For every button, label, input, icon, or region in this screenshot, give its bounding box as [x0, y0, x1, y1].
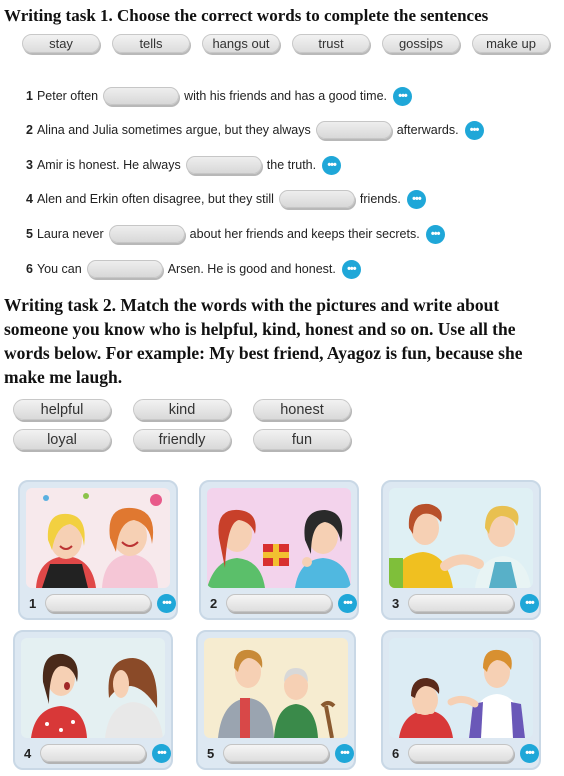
sentence-4: [26, 188, 426, 210]
more-dots-icon[interactable]: •••: [393, 87, 412, 106]
boys-handshake-illustration: [389, 488, 533, 588]
word-fun[interactable]: fun: [253, 429, 351, 450]
answer-blank[interactable]: [316, 121, 392, 139]
two-girls-laughing-illustration: [26, 488, 170, 588]
picture-number: 6: [392, 745, 400, 761]
more-dots-icon[interactable]: •••: [152, 744, 171, 763]
word-loyal[interactable]: loyal: [13, 429, 111, 450]
more-dots-icon[interactable]: •••: [322, 156, 341, 175]
answer-blank[interactable]: [186, 156, 262, 174]
girl-and-woman-talking-illustration: [21, 638, 165, 738]
sentence-2: [26, 119, 484, 141]
sentence-text-after: Arsen. He is good and honest.: [167, 262, 336, 276]
picture-number: 5: [207, 745, 215, 761]
sentence-1: [26, 85, 412, 107]
more-dots-icon[interactable]: •••: [335, 744, 354, 763]
word-kind[interactable]: kind: [133, 399, 231, 420]
task1-heading: Writing task 1. Choose the correct words to complete the sentences: [4, 6, 489, 25]
girl-giving-gift-illustration: [207, 488, 351, 588]
picture-card-3: [381, 480, 541, 620]
picture-answer-blank[interactable]: [408, 744, 514, 762]
picture-card-1: [18, 480, 178, 620]
more-dots-icon[interactable]: •••: [426, 225, 445, 244]
picture-answer-blank[interactable]: [226, 594, 332, 612]
answer-blank[interactable]: [87, 260, 163, 278]
sentence-number: 6: [26, 262, 33, 276]
sentence-text-before: Alina and Julia sometimes argue, but they always: [36, 123, 311, 137]
sentence-text-after: the truth.: [266, 158, 317, 172]
sentence-text-after: about her friends and keeps their secrets.: [189, 227, 420, 241]
picture-number: 2: [210, 595, 218, 611]
picture-number: 3: [392, 595, 400, 611]
more-dots-icon[interactable]: •••: [520, 594, 539, 613]
sentence-text-after: with his friends and has a good time.: [184, 89, 388, 103]
sentence-text-before: You can: [36, 262, 82, 276]
answer-blank[interactable]: [279, 190, 355, 208]
sentence-text-before: Alen and Erkin often disagree, but they still: [36, 192, 274, 206]
picture-number: 1: [29, 595, 37, 611]
word-bank-item-gossips[interactable]: gossips: [382, 34, 460, 53]
sentence-text-before: Laura never: [36, 227, 104, 241]
more-dots-icon[interactable]: •••: [338, 594, 357, 613]
word-bank-item-stay[interactable]: stay: [22, 34, 100, 53]
sentence-6: [26, 258, 361, 280]
picture-card-5: [196, 630, 356, 770]
sentence-number: 4: [26, 192, 33, 206]
word-honest[interactable]: honest: [253, 399, 351, 420]
picture-card-6: [381, 630, 541, 770]
task2-heading-line-3: words below. For example: My best friend, Ayagoz is fun, because she: [4, 343, 523, 363]
sentence-number: 2: [26, 123, 33, 137]
sentence-text-before: Amir is honest. He always: [36, 158, 181, 172]
word-bank-item-trust[interactable]: trust: [292, 34, 370, 53]
picture-card-4: [13, 630, 173, 770]
word-bank-item-hangs-out[interactable]: hangs out: [202, 34, 280, 53]
more-dots-icon[interactable]: •••: [465, 121, 484, 140]
answer-blank[interactable]: [109, 225, 185, 243]
sentence-number: 5: [26, 227, 33, 241]
sentence-3: [26, 154, 341, 176]
word-bank-item-tells[interactable]: tells: [112, 34, 190, 53]
picture-answer-blank[interactable]: [408, 594, 514, 612]
more-dots-icon[interactable]: •••: [407, 190, 426, 209]
picture-answer-blank[interactable]: [40, 744, 146, 762]
word-friendly[interactable]: friendly: [133, 429, 231, 450]
picture-card-2: [199, 480, 359, 620]
picture-number: 4: [24, 745, 32, 761]
task2-heading-line-4: make me laugh.: [4, 367, 123, 387]
sentence-text-after: friends.: [359, 192, 401, 206]
picture-answer-blank[interactable]: [45, 594, 151, 612]
picture-answer-blank[interactable]: [223, 744, 329, 762]
more-dots-icon[interactable]: •••: [342, 260, 361, 279]
sentence-number: 1: [26, 89, 33, 103]
word-bank-item-make-up[interactable]: make up: [472, 34, 550, 53]
boy-helping-grandmother-illustration: [204, 638, 348, 738]
boy-comforting-friend-illustration: [389, 638, 533, 738]
word-helpful[interactable]: helpful: [13, 399, 111, 420]
more-dots-icon[interactable]: •••: [157, 594, 176, 613]
sentence-text-before: Peter often: [36, 89, 99, 103]
more-dots-icon[interactable]: •••: [520, 744, 539, 763]
answer-blank[interactable]: [103, 87, 179, 105]
sentence-text-after: afterwards.: [396, 123, 459, 137]
sentence-5: [26, 223, 445, 245]
sentence-number: 3: [26, 158, 33, 172]
task2-heading-line-1: Writing task 2. Match the words with the pictures and write about: [4, 295, 500, 315]
task2-heading-line-2: someone you know who is helpful, kind, honest and so on. Use all the: [4, 319, 516, 339]
